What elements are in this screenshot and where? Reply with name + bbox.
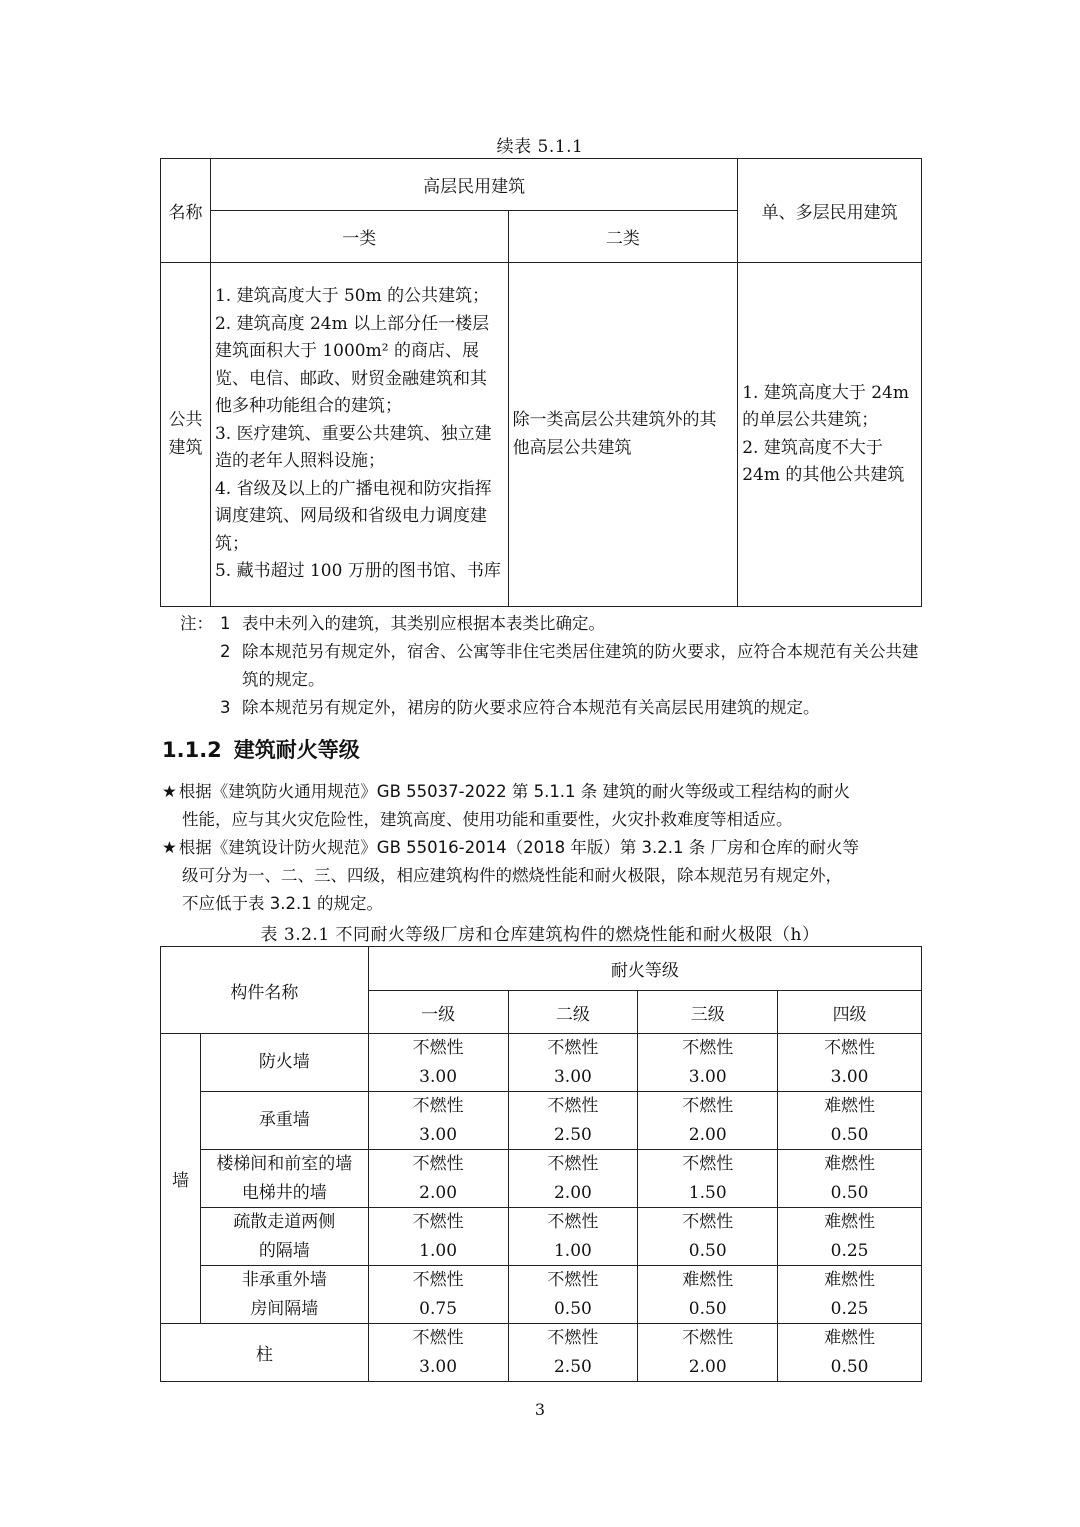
section-heading: [162, 734, 360, 764]
table-row: [161, 1208, 922, 1266]
rating-value: 2.00: [688, 1124, 727, 1145]
paragraph-line: 根据《建筑设计防火规范》GB 55016-2014（2018 年版）第 3.2.1 条 厂房和仓库的耐火等: [178, 838, 860, 857]
header-class2: 二类: [508, 211, 738, 263]
class2-text: 除一类高层公共建筑外的其他高层公共建筑: [512, 410, 717, 458]
material-value: 不燃性: [412, 1096, 464, 1116]
component-name: 房间隔墙: [250, 1298, 319, 1319]
material-value: 难燃性: [824, 1154, 876, 1174]
note-number: 2: [220, 642, 231, 661]
note-text: 除本规范另有规定外，裙房的防火要求应符合本规范有关高层民用建筑的规定。: [242, 698, 820, 717]
rating-value: 1.00: [419, 1240, 458, 1261]
material-value: 不燃性: [824, 1038, 876, 1058]
header-name: 名称: [161, 159, 211, 263]
rating-value: 0.25: [830, 1298, 869, 1319]
table-row: [161, 1266, 922, 1324]
material-value: 不燃性: [412, 1212, 464, 1232]
class1-item: 4. 省级及以上的广播电视和防灾指挥调度建筑、网局级和省级电力调度建筑；: [214, 478, 492, 554]
material-value: 不燃性: [412, 1328, 464, 1348]
paragraph-line: 根据《建筑防火通用规范》GB 55037-2022 第 5.1.1 条 建筑的耐火等级或工程结构的耐火: [178, 782, 851, 801]
rating-value: 1.00: [553, 1240, 592, 1261]
section-number: 1.1.2: [162, 738, 222, 762]
class1-item: 1. 建筑高度大于 50m 的公共建筑；: [214, 286, 490, 307]
material-value: 难燃性: [824, 1328, 876, 1348]
component-name: 防火墙: [258, 1052, 310, 1073]
note-item: [180, 610, 920, 638]
note-item: [180, 694, 920, 722]
table-row: [161, 1092, 922, 1150]
material-value: 不燃性: [547, 1154, 599, 1174]
rating-value: 2.00: [688, 1356, 727, 1377]
header-high-rise: 高层民用建筑: [210, 159, 737, 211]
material-value: 难燃性: [824, 1212, 876, 1232]
low-rise-item: 1. 建筑高度大于 24m 的单层公共建筑；: [742, 382, 909, 430]
material-value: 难燃性: [824, 1270, 876, 1290]
paragraph-line: 不应低于表 3.2.1 的规定。: [182, 894, 383, 913]
building-classification-table: [160, 158, 922, 607]
component-name: 非承重外墙: [241, 1270, 327, 1290]
low-rise-item: 2. 建筑高度不大于 24m 的其他公共建筑: [742, 437, 905, 485]
star-icon: ★: [162, 782, 177, 801]
material-value: 不燃性: [412, 1154, 464, 1174]
material-value: 不燃性: [682, 1212, 734, 1232]
table2-caption: 表 3.2.1 不同耐火等级厂房和仓库建筑构件的燃烧性能和耐火极限（h）: [260, 925, 820, 945]
rating-value: 2.00: [553, 1182, 592, 1203]
table-row: [161, 1324, 922, 1382]
material-value: 不燃性: [682, 1328, 734, 1348]
note-item: [180, 638, 920, 694]
rating-value: 0.50: [688, 1240, 727, 1261]
component-name: 电梯井的墙: [241, 1182, 327, 1203]
rating-value: 2.50: [553, 1124, 592, 1145]
material-value: 不燃性: [682, 1154, 734, 1174]
note-number: 3: [220, 698, 231, 717]
component-name: 疏散走道两侧: [233, 1212, 336, 1232]
material-value: 难燃性: [682, 1270, 734, 1290]
rating-value: 0.50: [830, 1124, 869, 1145]
note-text: 表中未列入的建筑，其类别应根据本表类比确定。: [242, 614, 605, 633]
material-value: 不燃性: [547, 1096, 599, 1116]
section-title: 建筑耐火等级: [233, 738, 360, 762]
header-low-rise: 单、多层民用建筑: [738, 159, 922, 263]
table-notes: [180, 610, 920, 722]
component-name: 柱: [161, 1324, 369, 1382]
rating-value: 2.50: [553, 1356, 592, 1377]
material-value: 不燃性: [547, 1212, 599, 1232]
material-value: 不燃性: [547, 1270, 599, 1290]
fire-resistance-table: [160, 946, 922, 1382]
class1-item: 3. 医疗建筑、重要公共建筑、独立建造的老年人照料设施；: [214, 423, 492, 472]
note-text: 除本规范另有规定外，宿舍、公寓等非住宅类居住建筑的防火要求，应符合本规范有关公共建筑的规定。: [242, 642, 919, 689]
class1-item: 5. 藏书超过 100 万册的图书馆、书库: [214, 561, 501, 582]
table-row: [161, 1034, 922, 1092]
grade-header: 三级: [638, 991, 778, 1034]
material-value: 不燃性: [682, 1038, 734, 1058]
rating-value: 3.00: [419, 1066, 458, 1087]
material-value: 不燃性: [412, 1038, 464, 1058]
rating-value: 0.50: [830, 1182, 869, 1203]
paragraph-line: 级可分为一、二、三、四级，相应建筑构件的燃烧性能和耐火极限，除本规范另有规定外，: [182, 866, 842, 885]
grade-header: 二级: [508, 991, 638, 1034]
group-wall-label: 墙: [161, 1034, 201, 1324]
component-name: 承重墙: [258, 1110, 310, 1131]
rating-value: 0.25: [830, 1240, 869, 1261]
paragraph-code-reference: [162, 834, 922, 918]
note-number: 1: [220, 614, 231, 633]
rating-value: 0.50: [830, 1356, 869, 1377]
table-row: [161, 1150, 922, 1208]
material-value: 不燃性: [412, 1270, 464, 1290]
rating-value: 1.50: [688, 1182, 727, 1203]
class1-criteria: [210, 263, 508, 607]
paragraph-line: 性能，应与其火灾危险性，建筑高度、使用功能和重要性，火灾扑救难度等相适应。: [182, 810, 793, 829]
low-rise-criteria: [738, 263, 922, 607]
paragraph-code-reference: [162, 778, 922, 834]
header-grade: 耐火等级: [368, 947, 921, 991]
class2-criteria: [508, 263, 738, 607]
material-value: 不燃性: [682, 1096, 734, 1116]
rating-value: 3.00: [688, 1066, 727, 1087]
rating-value: 0.50: [553, 1298, 592, 1319]
header-class1: 一类: [210, 211, 508, 263]
table1-caption: 续表 5.1.1: [496, 137, 584, 157]
rating-value: 3.00: [419, 1124, 458, 1145]
material-value: 不燃性: [547, 1038, 599, 1058]
rating-value: 2.00: [419, 1182, 458, 1203]
class1-item: 2. 建筑高度 24m 以上部分任一楼层建筑面积大于 1000m² 的商店、展览、电信、邮政、财贸金融建筑和其他多种功能组合的建筑；: [214, 313, 490, 417]
grade-header: 一级: [368, 991, 508, 1034]
notes-label: 注：: [180, 614, 213, 633]
component-name: 的隔墙: [258, 1240, 310, 1261]
material-value: 不燃性: [547, 1328, 599, 1348]
star-icon: ★: [162, 838, 177, 857]
component-name: 楼梯间和前室的墙: [216, 1154, 353, 1174]
rating-value: 3.00: [830, 1066, 869, 1087]
header-component: 构件名称: [161, 947, 369, 1034]
rating-value: 0.75: [419, 1298, 458, 1319]
grade-header: 四级: [778, 991, 922, 1034]
rating-value: 3.00: [419, 1356, 458, 1377]
rating-value: 0.50: [688, 1298, 727, 1319]
rating-value: 3.00: [553, 1066, 592, 1087]
material-value: 难燃性: [824, 1096, 876, 1116]
page-number: 3: [534, 1400, 546, 1419]
row-label-public-building: 公共建筑: [161, 263, 211, 607]
